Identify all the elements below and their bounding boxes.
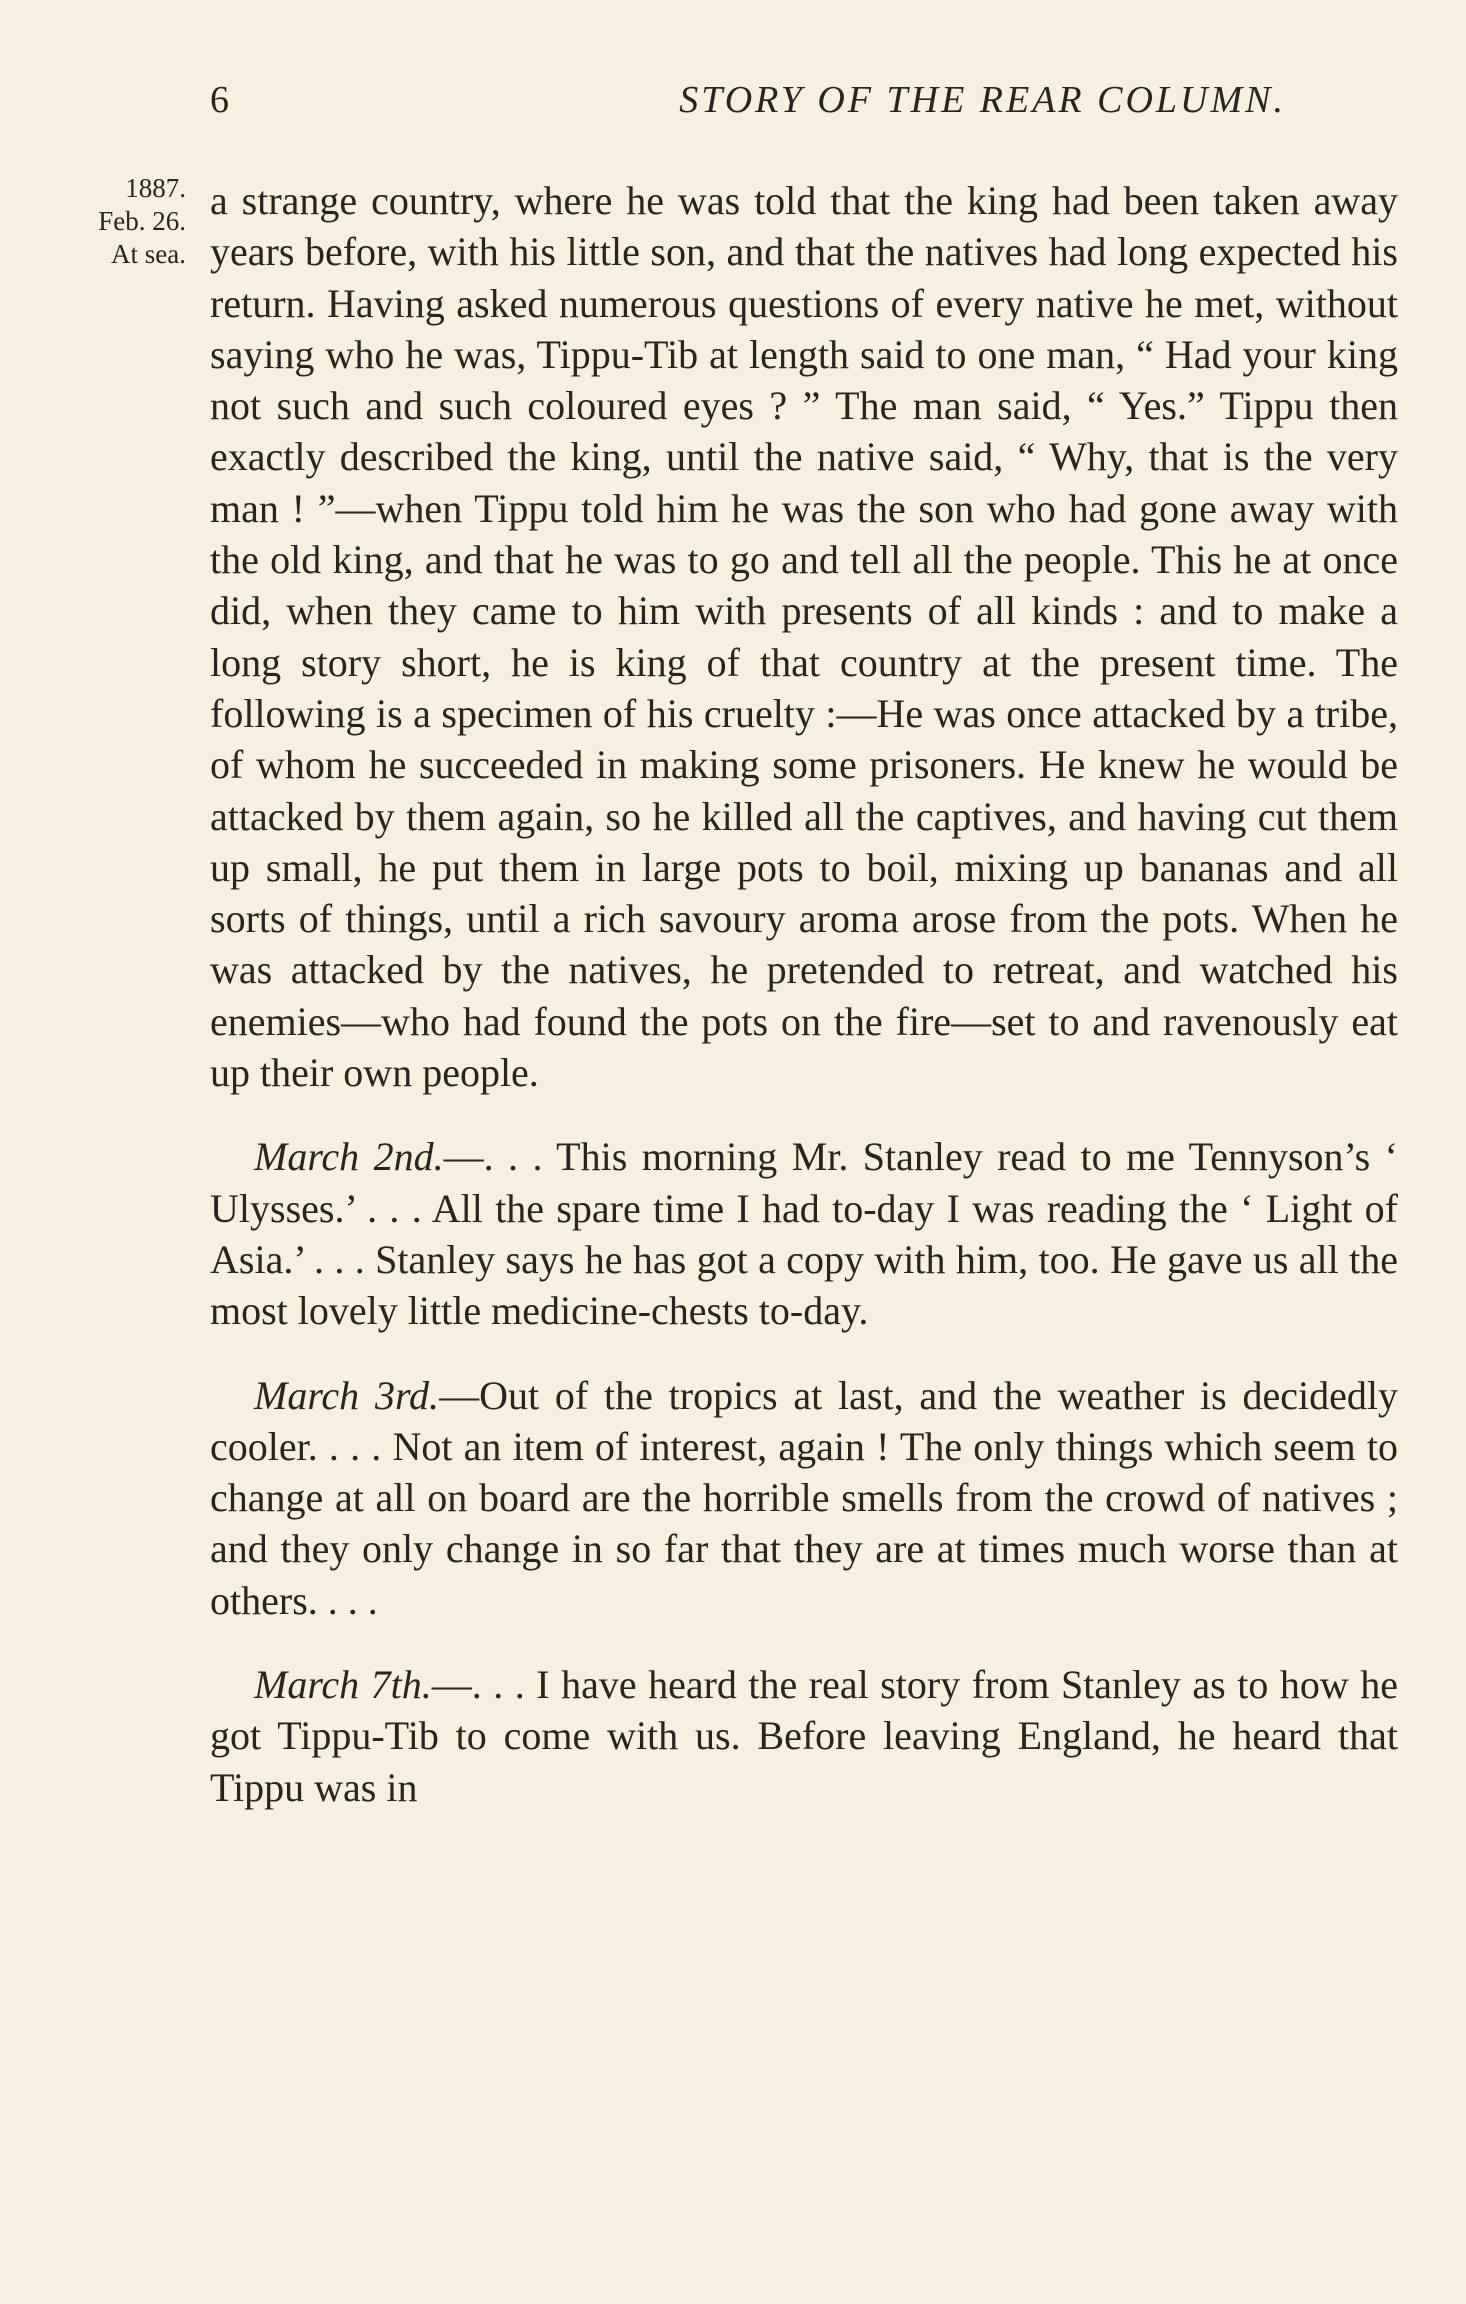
running-title: STORY OF THE REAR COLUMN.: [679, 79, 1286, 121]
paragraph-text: —. . . This morning Mr. Stanley read to me Tennyson’s ‘ Ulysses.’ . . . All the spare time I had to-day I was reading the ‘ Light of Asia.’ . . . Stanley says he has got a copy with him, too. He gave us all the most lovely little medicine-chests to-day.: [210, 1134, 1398, 1334]
body-text: [210, 175, 1398, 1813]
margin-notes: [46, 172, 186, 271]
running-header: [210, 78, 1396, 138]
margin-year: 1887.: [125, 173, 186, 203]
paragraph-text: —Out of the tropics at last, and the weather is decidedly cooler. . . . Not an item of interest, again ! The only things which seem to change at all on board are the horrible smells from the crowd of natives ; and they only change in so far that they are at times much worse than at others. . . .: [210, 1372, 1398, 1623]
paragraph-4: [210, 1659, 1398, 1813]
paragraph-text: —. . . I have heard the real story from Stanley as to how he got Tippu-Tib to come with us. Before leaving England, he heard that Tippu was in: [210, 1662, 1398, 1810]
entry-date: March 7th.: [254, 1662, 432, 1708]
paragraph-1: [210, 175, 1398, 1098]
paragraph-2: [210, 1131, 1398, 1336]
entry-date: March 3rd.: [254, 1372, 440, 1418]
margin-place: At sea.: [111, 239, 186, 269]
margin-date: Feb. 26.: [98, 206, 186, 236]
paragraph-text: a strange country, where he was told that the king had been taken away years before, with his little son, and that the natives had long expected his return. Having asked numerous questions of every native he met, without saying who he was, Tippu-Tib at length said to one man, “ Had your king not such and such coloured eyes ? ” The man said, “ Yes.” Tippu then exactly described the king, until the native said, “ Why, that is the very man ! ”—when Tippu told him he was the son who had gone away with the old king, and that he was to go and tell all the people. This he at once did, when they came to him with presents of all kinds : and to make a long story short, he is king of that country at the present time. The following is a specimen of his cruelty :—He was once attacked by a tribe, of whom he succeeded in making some prisoners. He knew he would be attacked by them again, so he killed all the captives, and having cut them up small, he put them in large pots to boil, mixing up bananas and all sorts of things, until a rich savoury aroma arose from the pots. When he was attacked by the natives, he pretended to retreat, and watched his enemies—who had found the pots on the fire—set to and ravenously eat up their own people.: [210, 178, 1398, 1096]
entry-date: March 2nd.: [254, 1134, 444, 1180]
page-number: 6: [210, 79, 232, 121]
paragraph-3: [210, 1370, 1398, 1626]
